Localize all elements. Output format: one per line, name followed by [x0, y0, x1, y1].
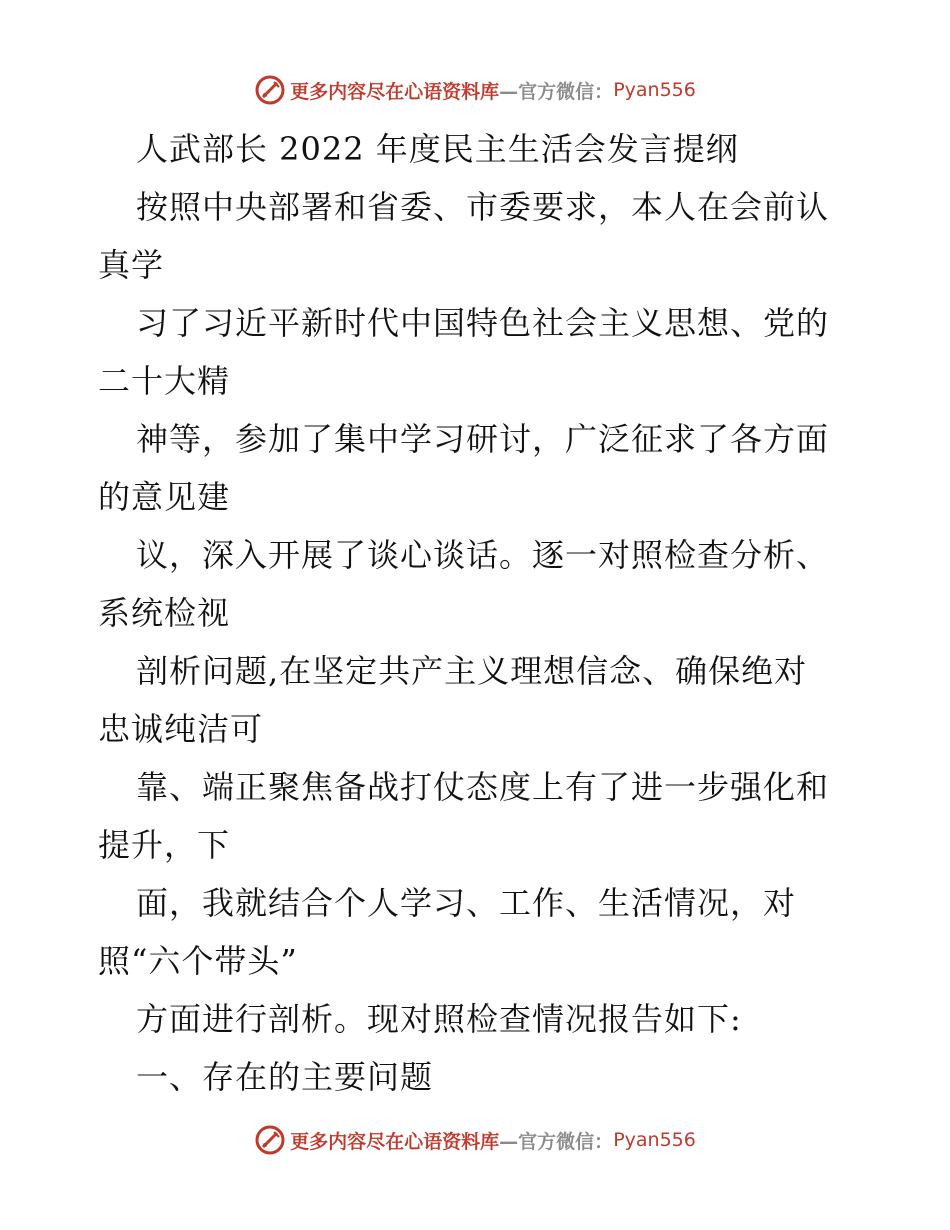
paragraph-line: 提升，下	[98, 826, 231, 864]
banner-site-name: 更多内容尽在心语资料库	[290, 1130, 500, 1153]
header-watermark-banner	[0, 70, 950, 110]
brand-logo-icon	[254, 74, 286, 106]
paragraph-line: 二十大精	[98, 362, 231, 400]
brand-logo-icon	[254, 1124, 286, 1156]
paragraph-line: 神等，参加了集中学习研讨，广泛征求了各方面	[136, 420, 830, 458]
paragraph-line: 靠、端正聚焦备战打仗态度上有了进一步强化和	[136, 768, 830, 806]
section-heading: 一、存在的主要问题	[136, 1058, 434, 1096]
paragraph-line: 议，深入开展了谈心谈话。逐一对照检查分析、	[136, 536, 830, 574]
paragraph-line: 习了习近平新时代中国特色社会主义思想、党的	[136, 304, 830, 342]
paragraph-line: 的意见建	[98, 478, 231, 516]
paragraph-line: 方面进行剖析。现对照检查情况报告如下:	[136, 1000, 742, 1038]
paragraph-line: 真学	[98, 246, 165, 284]
paragraph-line: 面，我就结合个人学习、工作、生活情况，对	[136, 884, 797, 922]
paragraph-line: 忠诚纯洁可	[98, 710, 264, 748]
document-body	[98, 120, 858, 1106]
banner-separator: —官方微信：	[499, 1130, 614, 1153]
paragraph-line: 照“六个带头”	[98, 942, 298, 980]
document-title: 人武部长 2022 年度民主生活会发言提纲	[136, 130, 739, 168]
paragraph-line: 剖析问题,在坚定共产主义理想信念、确保绝对	[136, 652, 808, 690]
paragraph-line: 系统检视	[98, 594, 231, 632]
banner-wechat-id: Pyan556	[613, 79, 696, 101]
banner-site-name: 更多内容尽在心语资料库	[290, 80, 500, 103]
banner-wechat-id: Pyan556	[613, 1129, 696, 1151]
paragraph-line: 按照中央部署和省委、市委要求，本人在会前认	[136, 188, 830, 226]
footer-watermark-banner	[0, 1120, 950, 1160]
banner-separator: —官方微信：	[499, 80, 614, 103]
